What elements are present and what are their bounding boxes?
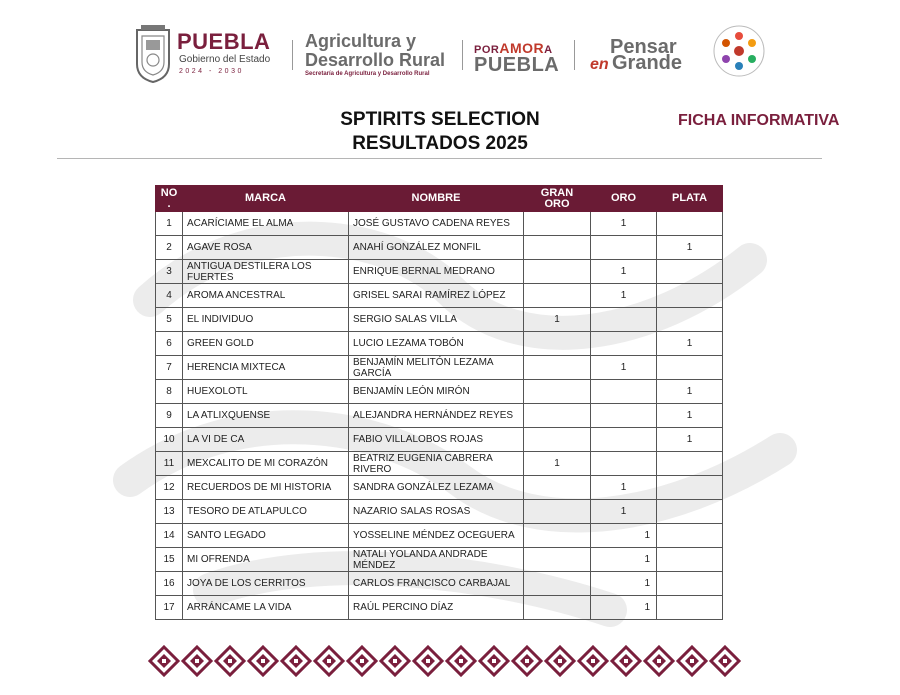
cell-plata — [657, 548, 723, 572]
agri-line1: Agricultura y — [305, 31, 417, 51]
cell-gran-oro — [524, 524, 591, 548]
cell-nombre: FABIO VILLALOBOS ROJAS — [349, 428, 524, 452]
cell-plata — [657, 452, 723, 476]
divider — [462, 40, 463, 70]
puebla-years: 2024 - 2030 — [179, 68, 244, 75]
cell-nombre: RAÚL PERCINO DÍAZ — [349, 596, 524, 620]
cell-plata — [657, 500, 723, 524]
document-title — [310, 108, 570, 156]
cell-marca: HERENCIA MIXTECA — [183, 356, 349, 380]
cell-no: 4 — [156, 284, 183, 308]
cell-plata — [657, 260, 723, 284]
cell-plata — [657, 476, 723, 500]
cell-marca: LA VI DE CA — [183, 428, 349, 452]
table-row — [156, 332, 723, 356]
cell-oro — [591, 236, 657, 260]
cell-gran-oro — [524, 260, 591, 284]
pensar-en: en — [590, 56, 609, 73]
table-row — [156, 500, 723, 524]
cell-oro: 1 — [591, 596, 657, 620]
header-oro: ORO — [591, 186, 657, 212]
cell-nombre: BEATRIZ EUGENIA CABRERA RIVERO — [349, 452, 524, 476]
cell-no: 16 — [156, 572, 183, 596]
table-header-row — [156, 186, 723, 212]
table-row — [156, 524, 723, 548]
table-row — [156, 284, 723, 308]
cell-plata — [657, 212, 723, 236]
cell-gran-oro — [524, 284, 591, 308]
table-row — [156, 596, 723, 620]
pensar-line2: Grande — [612, 52, 683, 74]
table-row — [156, 404, 723, 428]
table-row — [156, 548, 723, 572]
cell-no: 2 — [156, 236, 183, 260]
cell-oro: 1 — [591, 476, 657, 500]
cell-no: 14 — [156, 524, 183, 548]
table-row — [156, 428, 723, 452]
cell-plata — [657, 524, 723, 548]
cell-no: 11 — [156, 452, 183, 476]
decorative-pattern-band — [148, 645, 748, 677]
cell-marca: SANTO LEGADO — [183, 524, 349, 548]
cell-nombre: SERGIO SALAS VILLA — [349, 308, 524, 332]
cell-gran-oro — [524, 236, 591, 260]
cell-marca: GREEN GOLD — [183, 332, 349, 356]
table-row — [156, 308, 723, 332]
agri-subtitle: Secretaría de Agricultura y Desarrollo Rural — [305, 71, 430, 77]
cell-nombre: LUCIO LEZAMA TOBÓN — [349, 332, 524, 356]
header — [0, 0, 900, 100]
title-line1: SPTIRITS SELECTION — [340, 109, 540, 130]
cell-plata: 1 — [657, 404, 723, 428]
cell-gran-oro — [524, 572, 591, 596]
table-row — [156, 452, 723, 476]
amor-line2: PUEBLA — [474, 54, 560, 76]
table-row — [156, 260, 723, 284]
cell-plata — [657, 596, 723, 620]
table-row — [156, 356, 723, 380]
cell-no: 12 — [156, 476, 183, 500]
table-row — [156, 380, 723, 404]
header-nombre: NOMBRE — [349, 186, 524, 212]
cell-gran-oro — [524, 428, 591, 452]
cell-no: 17 — [156, 596, 183, 620]
cell-no: 15 — [156, 548, 183, 572]
por-amor-a-puebla-logo — [474, 40, 564, 76]
cell-marca: AROMA ANCESTRAL — [183, 284, 349, 308]
results-table — [155, 185, 723, 620]
cell-gran-oro: 1 — [524, 452, 591, 476]
cell-no: 8 — [156, 380, 183, 404]
cell-gran-oro — [524, 548, 591, 572]
people-circle-logo-icon — [712, 24, 766, 78]
cell-nombre: NATALI YOLANDA ANDRADE MÉNDEZ — [349, 548, 524, 572]
cell-gran-oro: 1 — [524, 308, 591, 332]
cell-oro — [591, 380, 657, 404]
cell-oro — [591, 428, 657, 452]
cell-no: 9 — [156, 404, 183, 428]
cell-oro — [591, 332, 657, 356]
cell-nombre: SANDRA GONZÁLEZ LEZAMA — [349, 476, 524, 500]
cell-plata — [657, 356, 723, 380]
cell-marca: JOYA DE LOS CERRITOS — [183, 572, 349, 596]
cell-marca: RECUERDOS DE MI HISTORIA — [183, 476, 349, 500]
cell-marca: MEXCALITO DE MI CORAZÓN — [183, 452, 349, 476]
cell-oro: 1 — [591, 356, 657, 380]
cell-nombre: ANAHÍ GONZÁLEZ MONFIL — [349, 236, 524, 260]
pensar-line1: Pensar — [610, 36, 677, 58]
amor-prefix: POR — [474, 44, 500, 56]
cell-plata — [657, 284, 723, 308]
cell-nombre: CARLOS FRANCISCO CARBAJAL — [349, 572, 524, 596]
cell-gran-oro — [524, 596, 591, 620]
coat-of-arms-icon — [133, 24, 173, 84]
horizontal-rule — [57, 158, 822, 159]
cell-oro: 1 — [591, 212, 657, 236]
header-gran-oro: GRAN ORO — [524, 186, 591, 212]
amor-word: AMOR — [499, 40, 545, 56]
cell-marca: ACARÍCIAME EL ALMA — [183, 212, 349, 236]
cell-no: 1 — [156, 212, 183, 236]
cell-plata — [657, 572, 723, 596]
cell-gran-oro — [524, 476, 591, 500]
cell-oro: 1 — [591, 524, 657, 548]
cell-marca: ARRÁNCAME LA VIDA — [183, 596, 349, 620]
divider — [292, 40, 293, 70]
cell-no: 6 — [156, 332, 183, 356]
cell-no: 3 — [156, 260, 183, 284]
header-marca: MARCA — [183, 186, 349, 212]
cell-marca: EL INDIVIDUO — [183, 308, 349, 332]
table-row — [156, 212, 723, 236]
ficha-informativa-label: FICHA INFORMATIVA — [678, 112, 840, 129]
cell-nombre: ALEJANDRA HERNÁNDEZ REYES — [349, 404, 524, 428]
agri-line2: Desarrollo Rural — [305, 50, 446, 70]
cell-marca: TESORO DE ATLAPULCO — [183, 500, 349, 524]
cell-nombre: BENJAMÍN LEÓN MIRÓN — [349, 380, 524, 404]
cell-oro: 1 — [591, 260, 657, 284]
cell-gran-oro — [524, 404, 591, 428]
puebla-government-logo — [133, 22, 283, 86]
header-plata: PLATA — [657, 186, 723, 212]
pensar-en-grande-logo — [590, 36, 700, 76]
cell-plata: 1 — [657, 380, 723, 404]
cell-gran-oro — [524, 212, 591, 236]
cell-marca: LA ATLIXQUENSE — [183, 404, 349, 428]
cell-oro: 1 — [591, 548, 657, 572]
cell-marca: ANTIGUA DESTILERA LOS FUERTES — [183, 260, 349, 284]
cell-plata: 1 — [657, 332, 723, 356]
puebla-title: PUEBLA — [177, 29, 271, 54]
amor-suffix: A — [544, 44, 553, 56]
table-row — [156, 236, 723, 260]
cell-oro: 1 — [591, 500, 657, 524]
cell-oro: 1 — [591, 572, 657, 596]
cell-nombre: GRISEL SARAI RAMÍREZ LÓPEZ — [349, 284, 524, 308]
agriculture-logo — [305, 32, 445, 77]
cell-marca: MI OFRENDA — [183, 548, 349, 572]
cell-gran-oro — [524, 356, 591, 380]
cell-nombre: YOSSELINE MÉNDEZ OCEGUERA — [349, 524, 524, 548]
cell-nombre: JOSÉ GUSTAVO CADENA REYES — [349, 212, 524, 236]
cell-gran-oro — [524, 380, 591, 404]
cell-plata: 1 — [657, 236, 723, 260]
cell-gran-oro — [524, 500, 591, 524]
cell-no: 5 — [156, 308, 183, 332]
cell-no: 7 — [156, 356, 183, 380]
table-row — [156, 572, 723, 596]
cell-nombre: NAZARIO SALAS ROSAS — [349, 500, 524, 524]
title-line2: RESULTADOS 2025 — [352, 133, 528, 154]
divider — [574, 40, 575, 70]
cell-plata: 1 — [657, 428, 723, 452]
cell-oro — [591, 404, 657, 428]
header-no: NO . — [156, 186, 183, 212]
cell-gran-oro — [524, 332, 591, 356]
puebla-subtitle: Gobierno del Estado — [179, 54, 271, 65]
cell-oro — [591, 308, 657, 332]
cell-no: 10 — [156, 428, 183, 452]
table-row — [156, 476, 723, 500]
cell-plata — [657, 308, 723, 332]
cell-no: 13 — [156, 500, 183, 524]
cell-marca: AGAVE ROSA — [183, 236, 349, 260]
cell-nombre: ENRIQUE BERNAL MEDRANO — [349, 260, 524, 284]
cell-nombre: BENJAMÍN MELITÓN LEZAMA GARCÍA — [349, 356, 524, 380]
cell-marca: HUEXOLOTL — [183, 380, 349, 404]
cell-oro — [591, 452, 657, 476]
cell-oro: 1 — [591, 284, 657, 308]
